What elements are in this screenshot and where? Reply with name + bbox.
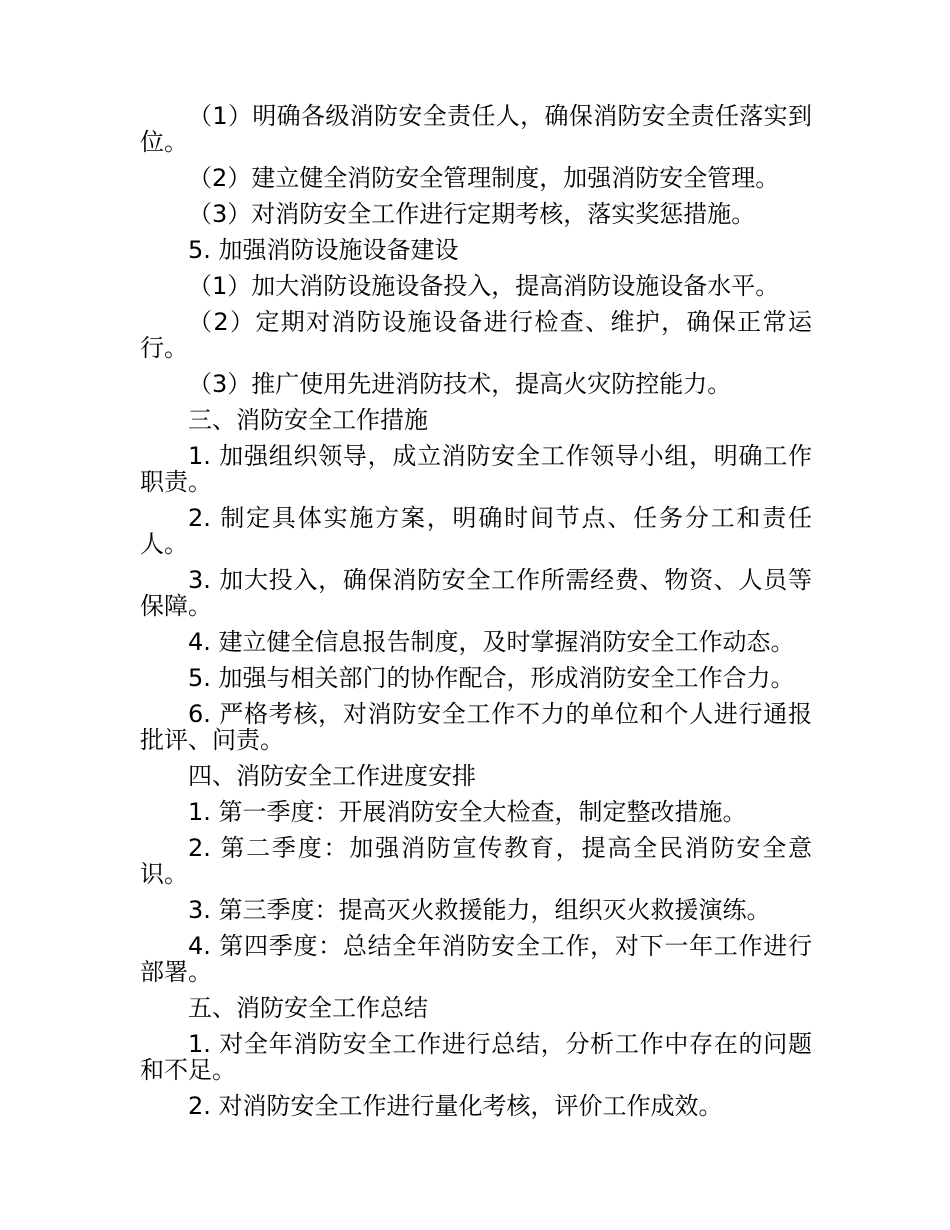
paragraph-9: 1. 加强组织领导，成立消防安全工作领导小组，明确工作职责。 bbox=[140, 442, 812, 496]
paragraph-5: （1）加大消防设施设备投入，提高消防设施设备水平。 bbox=[188, 272, 780, 300]
paragraph-11: 3. 加大投入，确保消防安全工作所需经费、物资、人员等保障。 bbox=[140, 566, 812, 620]
paragraph-18: 3. 第三季度：提高灭火救援能力，组织灭火救援演练。 bbox=[188, 896, 771, 924]
paragraph-7: （3）推广使用先进消防技术，提高火灾防控能力。 bbox=[188, 370, 732, 398]
paragraph-1: （1）明确各级消防安全责任人，确保消防安全责任落实到位。 bbox=[140, 102, 812, 156]
paragraph-22: 2. 对消防安全工作进行量化考核，评价工作成效。 bbox=[188, 1092, 723, 1120]
document-body bbox=[140, 103, 812, 1129]
paragraph-10: 2. 制定具体实施方案，明确时间节点、任务分工和责任人。 bbox=[140, 504, 812, 558]
paragraph-17: 2. 第二季度：加强消防宣传教育，提高全民消防安全意识。 bbox=[140, 834, 812, 888]
section-heading-5: 5. 加强消防设施设备建设 bbox=[188, 236, 459, 264]
section-heading-5b: 五、消防安全工作总结 bbox=[188, 994, 428, 1022]
paragraph-6: （2）定期对消防设施设备进行检查、维护，确保正常运行。 bbox=[140, 308, 812, 362]
section-heading-3: 三、消防安全工作措施 bbox=[188, 406, 428, 434]
paragraph-21: 1. 对全年消防安全工作进行总结，分析工作中存在的问题和不足。 bbox=[140, 1030, 812, 1084]
paragraph-14: 6. 严格考核，对消防安全工作不力的单位和个人进行通报批评、问责。 bbox=[140, 700, 812, 754]
paragraph-19: 4. 第四季度：总结全年消防安全工作，对下一年工作进行部署。 bbox=[140, 932, 812, 986]
section-heading-4: 四、消防安全工作进度安排 bbox=[188, 762, 476, 790]
paragraph-3: （3）对消防安全工作进行定期考核，落实奖惩措施。 bbox=[188, 200, 756, 228]
paragraph-16: 1. 第一季度：开展消防安全大检查，制定整改措施。 bbox=[188, 798, 747, 826]
paragraph-2: （2）建立健全消防安全管理制度，加强消防安全管理。 bbox=[188, 164, 780, 192]
paragraph-13: 5. 加强与相关部门的协作配合，形成消防安全工作合力。 bbox=[188, 664, 795, 692]
paragraph-12: 4. 建立健全信息报告制度，及时掌握消防安全工作动态。 bbox=[188, 628, 795, 656]
